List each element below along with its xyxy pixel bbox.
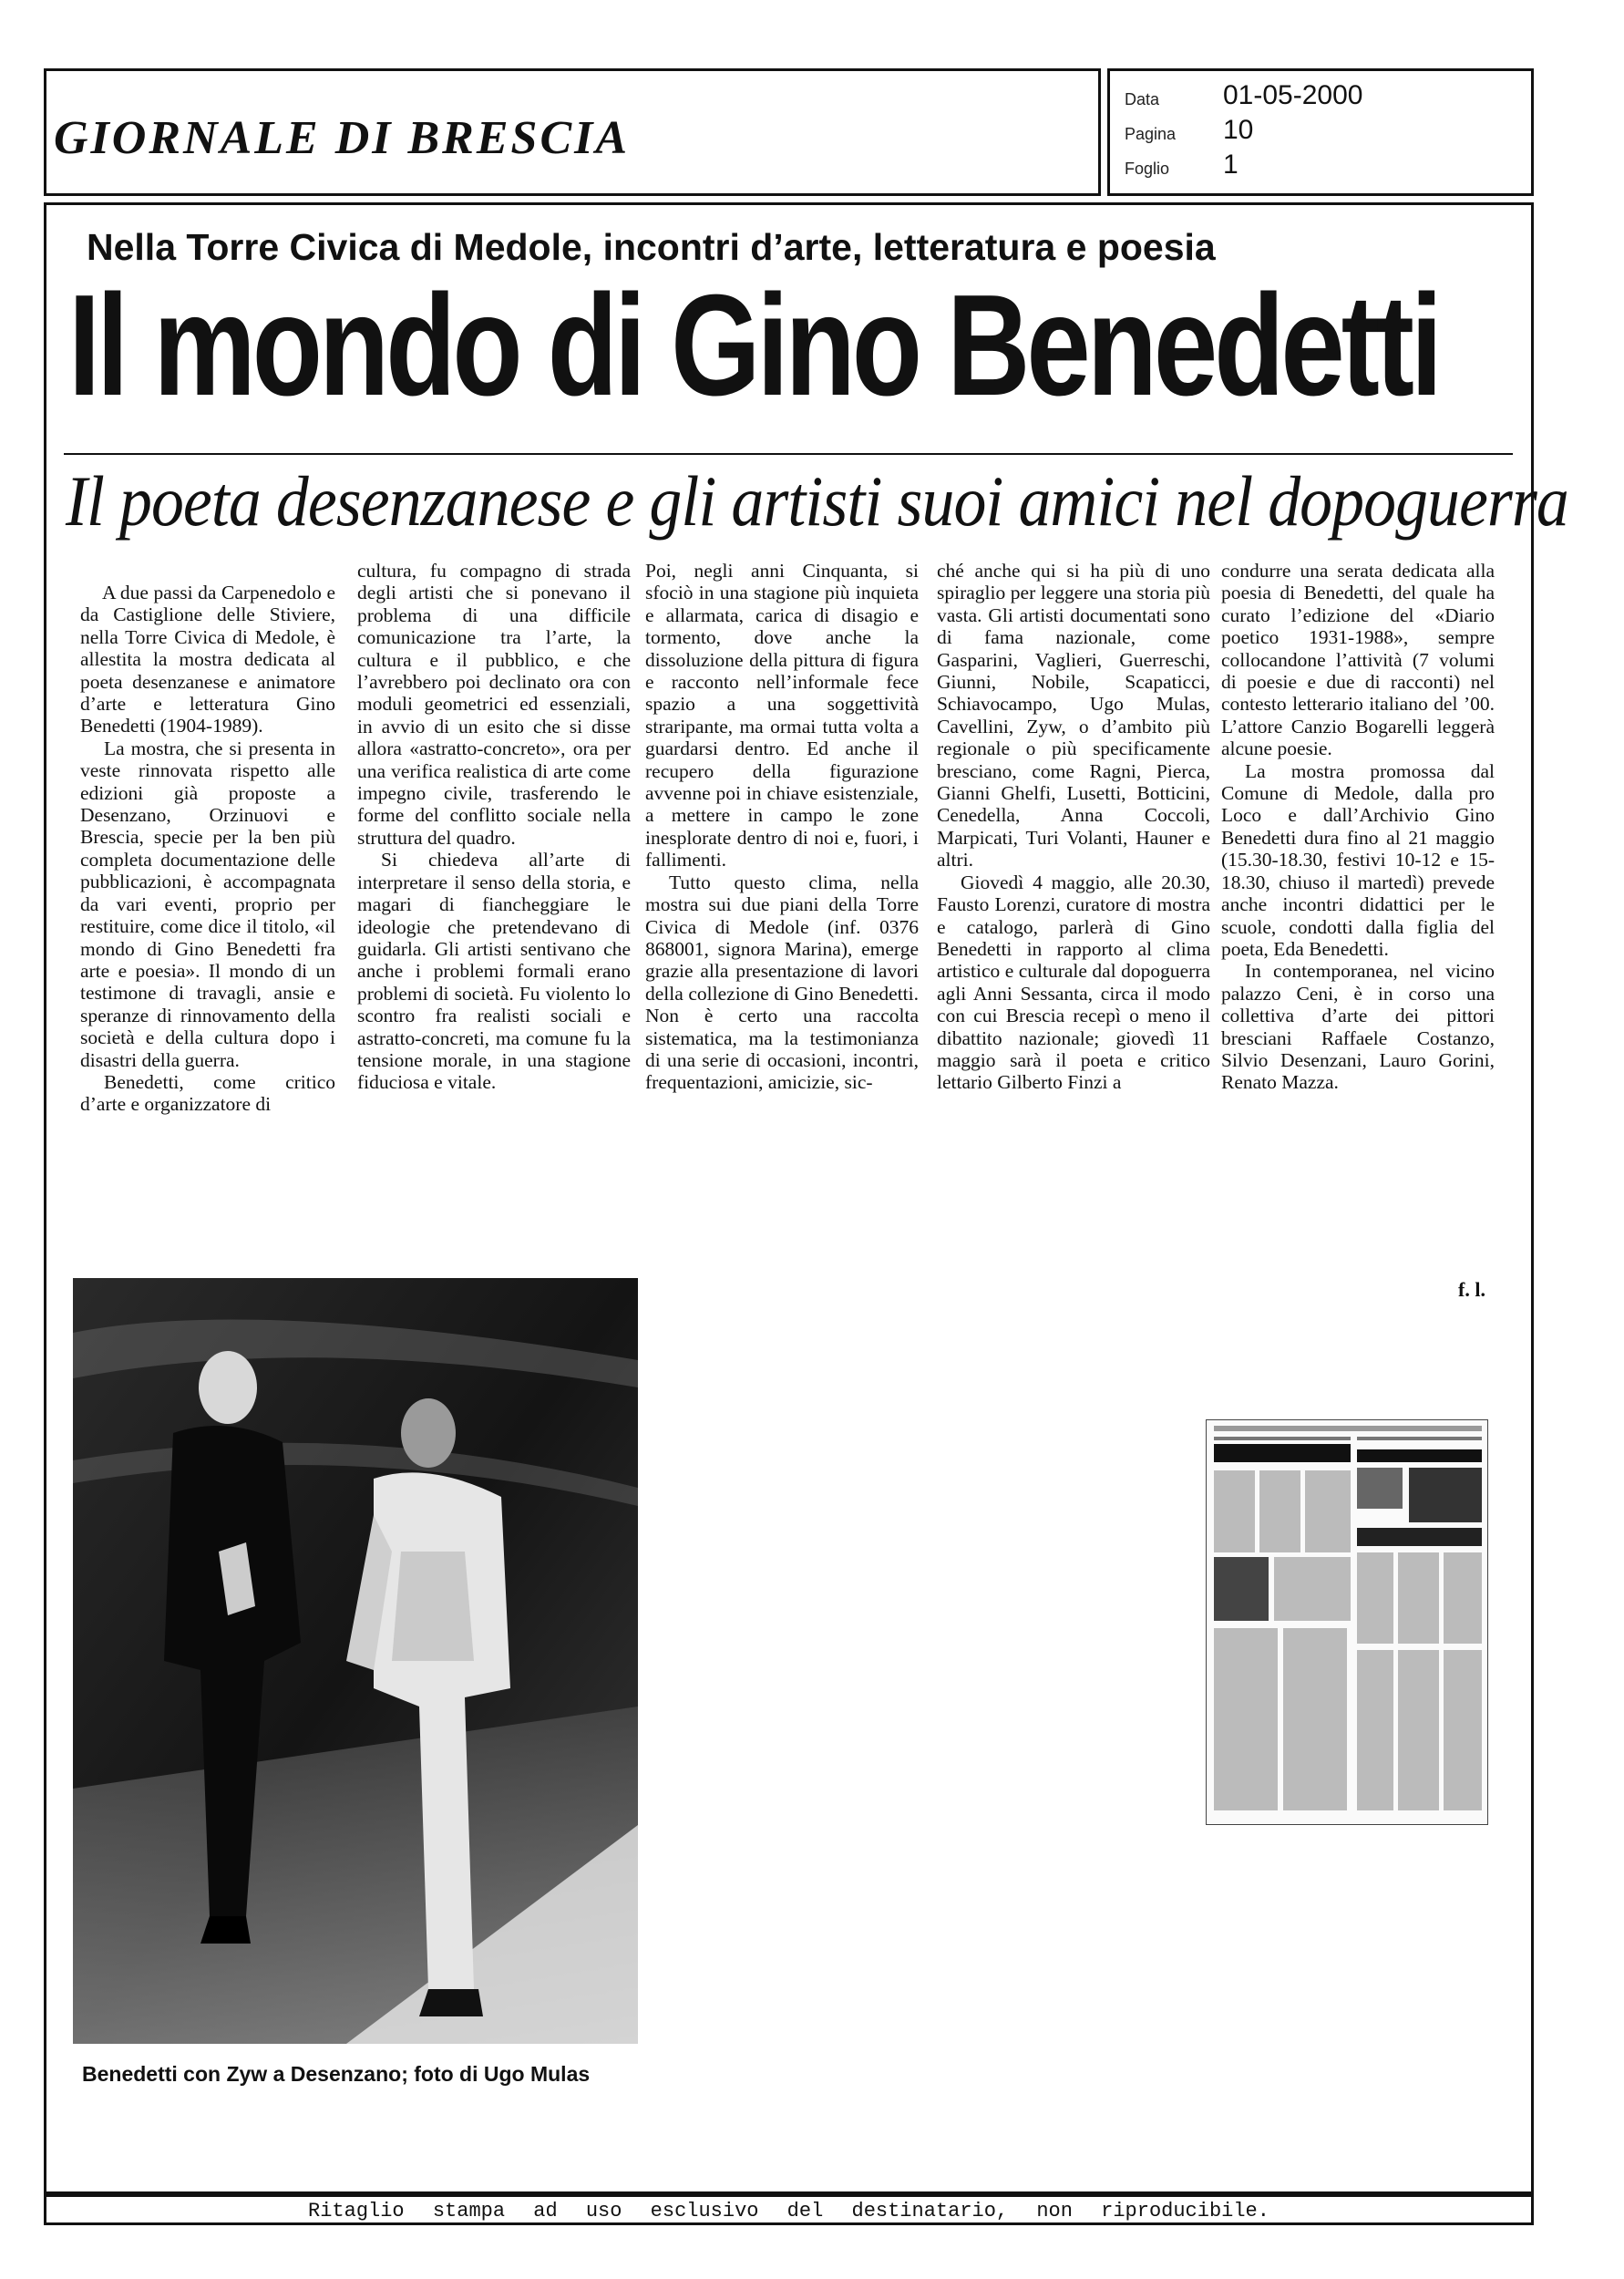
article-column-2 [357,560,631,1094]
article-photo [73,1278,638,2044]
article-column-1 [80,582,335,1116]
newspaper-masthead: GIORNALE DI BRESCIA [54,112,631,164]
article-column-4 [937,560,1210,1094]
article-column-5 [1221,560,1495,1094]
article-headline: Il mondo di Gino Benedetti [68,265,1440,426]
photo-image [73,1278,638,2044]
meta-sheet-row [1125,150,1526,180]
meta-sheet-value: 1 [1223,150,1239,180]
meta-date-value: 01-05-2000 [1223,80,1363,110]
thumbnail-image [1207,1420,1488,1825]
paragraph: Si chiedeva all’arte di interpretare il senso della storia, e magari di fiancheggiare le ideologie che pretendevano di guidarla. Gli artisti sentivano che anche i problemi formali erano problemi di società. Fu violento lo scontro fra realisti sociali e astratto-concreti, ma comune fu la tensione morale, in una stagione fiduciosa e vitale. [357,849,631,1094]
headline-rule [64,453,1513,455]
clipping-meta-frame [1107,68,1534,196]
paragraph: Tutto questo clima, nella mostra sui due piani della Torre Civica di Medole (inf. 0376 868001, signora Marina), emerge grazie alla presentazione di lavori della collezione di Gino Benedetti. Non è certo una raccolta sistematica, ma la testimonianza di una serie di occasioni, incontri, frequentazioni, amicizie, sic- [645,871,919,1094]
meta-date-label: Data [1125,90,1160,108]
photo-caption: Benedetti con Zyw a Desenzano; foto di Ugo Mulas [82,2062,591,2086]
paragraph: cultura, fu compagno di strada degli artisti che si ponevano il problema di una difficile comunicazione tra l’arte, la cultura e il pubblico, e che l’avrebbero poi declinato ora con moduli geometrici ed essenziali, in avvio di un esito che si disse allora «astratto-concreto», ora per una verifica realistica di arte come impegno civile, trasferendo le forme del conflitto sociale nella struttura del quadro. [357,560,631,849]
footer-notice: Ritaglio stampa ad uso esclusivo del destinatario, non riproducibile. [308,2200,1269,2222]
page-thumbnail [1206,1419,1488,1825]
meta-page-label: Pagina [1125,125,1177,143]
paragraph: Poi, negli anni Cinquanta, si sfociò in una stagione più inquieta e allarmata, carica di disagio e tormento, dove anche la dissoluzione della pittura di figura e racconto nell’informale fece spazio a una soggettività straripante, ma ormai tutta volta a guardarsi dentro. Ed anche il recupero della figurazione avvenne poi in chiave esistenziale, a mettere in campo le zone inesplorate dentro di noi e, fuori, i fallimenti. [645,560,919,871]
article-kicker: Nella Torre Civica di Medole, incontri d’arte, letteratura e poesia [87,226,1216,268]
meta-sheet-label: Foglio [1125,160,1170,178]
meta-date-row [1125,80,1526,111]
paragraph: ché anche qui si ha più di uno spiraglio per leggere una storia più vasta. Gli artisti documentati sono di fama nazionale, come Gasparini, Vaglieri, Guerreschi, Giunni, Nobile, Scapaticci, Schiavocampo, Ugo Mulas, Cavellini, Zyw, o d’ambito più regionale o più specificamente bresciano, come Ragni, Pierca, Gianni Ghelfi, Lusetti, Botticini, Cenedella, Anna Coccoli, Marpicati, Turi Volanti, Hauner e altri. [937,560,1210,871]
masthead-frame [44,68,1101,196]
paragraph: La mostra promossa dal Comune di Medole, dalla pro Loco e dall’Archivio Gino Benedetti dura fino al 21 maggio (15.30-18.30, festivi 10-12 e 15-18.30, chiuso il martedì) prevede anche incontri didattici per le scuole, condotti dalla figlia del poeta, Eda Benedetti. [1221,759,1495,960]
paragraph: A due passi da Carpenedolo e da Castiglione delle Stiviere, nella Torre Civica di Medole, è allestita la mostra dedicata al poeta desenzanese e animatore d’arte e letteratura Gino Benedetti (1904-1989). [80,582,335,737]
paragraph: Giovedì 4 maggio, alle 20.30, Fausto Lorenzi, curatore di mostra e catalogo, parlerà di Gino Benedetti in rapporto al clima artistico e culturale dal dopoguerra agli Anni Sessanta, circa il modo con cui Brescia recepì o meno il dibattito nazionale; giovedì 11 maggio sarà il poeta e critico lettario Gilberto Finzi a [937,871,1210,1094]
article-column-3 [645,560,919,1094]
meta-page-value: 10 [1223,115,1254,145]
paragraph: In contemporanea, nel vicino palazzo Ceni, è in corso una collettiva d’arte dei pittori bresciani Raffaele Costanzo, Silvio Desenzani, Lauro Gorini, Renato Mazza. [1221,960,1495,1094]
article-subhead: Il poeta desenzanese e gli artisti suoi amici nel dopoguerra [66,461,1568,541]
meta-page-row [1125,115,1526,146]
paragraph: La mostra, che si presenta in veste rinnovata rispetto alle edizioni già proposte a Desenzano, Orzinuovi e Brescia, specie per la ben più completa documentazione delle pubblicazioni, è accompagnata da vari eventi, proprio per restituire, come dice il titolo, «il mondo di Gino Benedetti fra arte e poesia». Il mondo di un testimone di travagli, ansie e speranze di rinnovamento della società e della cultura dopo i disastri della guerra. [80,737,335,1071]
paragraph: condurre una serata dedicata alla poesia di Benedetti, del quale ha curato l’edizione del «Diario poetico 1931-1988», sempre collocandone l’attività (7 volumi di poesie e due di racconti) nel contesto letterario italiano del ’00. L’attore Canzio Bogarelli leggerà alcune poesie. [1221,560,1495,760]
paragraph: Benedetti, come critico d’arte e organizzatore di [80,1070,335,1116]
author-initials: f. l. [1458,1278,1485,1301]
footer-frame [44,2194,1534,2225]
